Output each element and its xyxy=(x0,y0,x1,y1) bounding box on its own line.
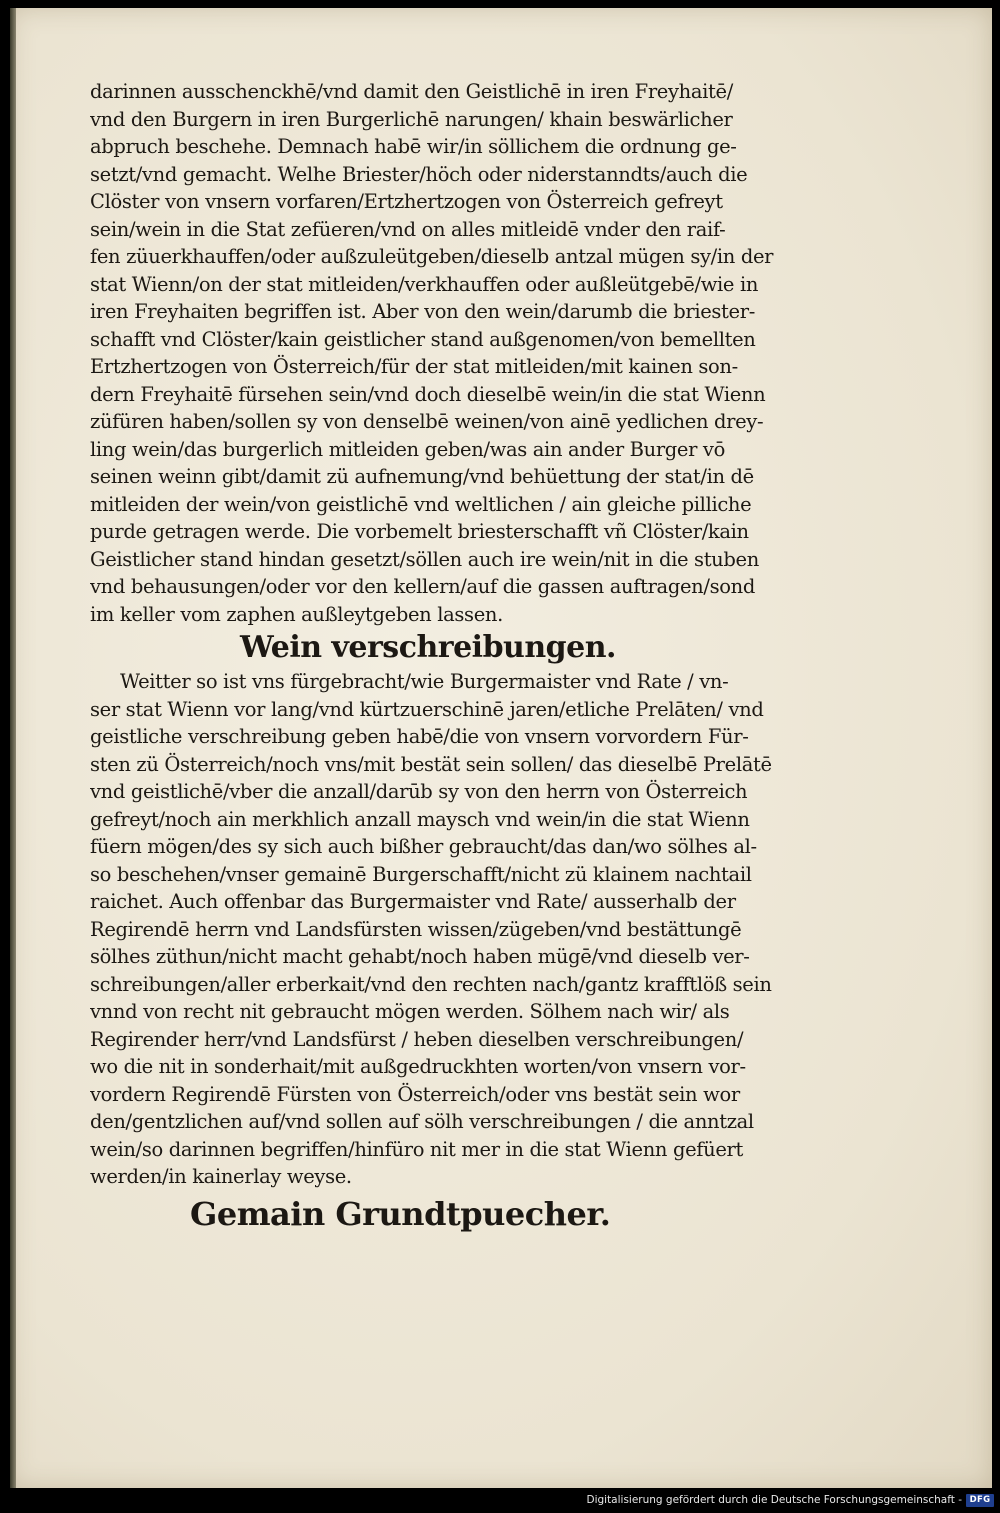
text-line: setzt/vnd gemacht. Welhe Briester/höch oder niderstanndts/auch die xyxy=(90,162,748,186)
text-block xyxy=(90,78,810,1237)
text-line: geistliche verschreibung geben habē/die von vnsern vorvordern Für- xyxy=(90,725,749,748)
text-line: vnd geistlichē/vber die anzall/darūb sy von den herrn von Österreich xyxy=(90,780,748,803)
paragraph-wein-verschreibungen xyxy=(90,668,810,1191)
text-line: vnd den Burgern in iren Burgerlichē narungen/ khain beswärlicher xyxy=(90,107,733,131)
text-line: darinnen ausschenckhē/vnd damit den Geistlichē in iren Freyhaitē/ xyxy=(90,80,733,103)
page-binding-edge xyxy=(10,8,16,1488)
text-line: Ertzhertzogen von Österreich/für der stat mitleiden/mit kainen son- xyxy=(90,355,738,378)
text-line: werden/in kainerlay weyse. xyxy=(90,1165,352,1188)
text-line: purde getragen werde. Die vorbemelt briesterschafft vñ Clöster/kain xyxy=(90,520,749,543)
text-line: vnd behausungen/oder vor den kellern/auf die gassen auftragen/sond xyxy=(90,575,755,598)
text-line: füern mögen/des sy sich auch bißher gebraucht/das dan/wo sölhes al- xyxy=(90,835,757,858)
text-line: mitleiden der wein/von geistlichē vnd weltlichen / ain gleiche pilliche xyxy=(90,492,752,516)
dfg-logo: DFG xyxy=(966,1494,994,1507)
text-line: züfüren haben/sollen sy von denselbē weinen/von ainē yedlichen drey- xyxy=(90,410,764,433)
text-line: ling wein/das burgerlich mitleiden geben/was ain ander Burger vō xyxy=(90,437,725,461)
text-line: so beschehen/vnser gemainē Burgerschafft/nicht zü klainem nachtail xyxy=(90,862,752,886)
text-line: sölhes züthun/nicht macht gehabt/noch haben mügē/vnd dieselb ver- xyxy=(90,945,750,968)
text-line: vordern Regirendē Fürsten von Österreich/oder vns bestät sein wor xyxy=(90,1082,740,1106)
text-line: Regirender herr/vnd Landsfürst / heben dieselben verschreibungen/ xyxy=(90,1027,744,1051)
text-line: im keller vom zaphen außleytgeben lassen. xyxy=(90,602,503,626)
text-line: schreibungen/aller erberkait/vnd den rechten nach/gantz krafftlöß sein xyxy=(90,972,772,996)
book-page xyxy=(10,8,992,1488)
credit-text: Digitalisierung gefördert durch die Deutsche Forschungsgemeinschaft - xyxy=(586,1494,962,1506)
text-line: Weitter so ist vns fürgebracht/wie Burgermaister vnd Rate / vn- xyxy=(120,670,729,693)
text-line: ser stat Wienn vor lang/vnd kürtzuerschinē jaren/etliche Prelāten/ vnd xyxy=(90,697,764,721)
text-line: Clöster von vnsern vorfaren/Ertzhertzogen von Österreich gefreyt xyxy=(90,190,723,213)
text-line: schafft vnd Clöster/kain geistlicher stand außgenomen/von bemellten xyxy=(90,327,756,351)
paragraph-ordnung xyxy=(90,78,810,628)
text-line: wo die nit in sonderhait/mit außgedruckhten worten/von vnsern vor- xyxy=(90,1055,746,1078)
text-line: gefreyt/noch ain merkhlich anzall maysch vnd wein/in die stat Wienn xyxy=(90,807,750,831)
text-line: vnnd von recht nit gebraucht mögen werden. Sölhem nach wir/ als xyxy=(90,1000,730,1023)
text-line: den/gentzlichen auf/vnd sollen auf sölh verschreibungen / die anntzal xyxy=(90,1110,754,1133)
text-line: Geistlicher stand hindan gesetzt/söllen auch ire wein/nit in die stuben xyxy=(90,547,759,571)
text-line: iren Freyhaiten begriffen ist. Aber von den wein/darumb die briester- xyxy=(90,300,755,323)
text-line: seinen weinn gibt/damit zü aufnemung/vnd behüettung der stat/in dē xyxy=(90,465,754,488)
text-line: sten zü Österreich/noch vns/mit bestät sein sollen/ das dieselbē Prelātē xyxy=(90,752,772,776)
text-line: abpruch beschehe. Demnach habē wir/in söllichem die ordnung ge- xyxy=(90,135,737,158)
digitization-credit xyxy=(586,1491,994,1509)
text-line: dern Freyhaitē fürsehen sein/vnd doch dieselbē wein/in die stat Wienn xyxy=(90,382,766,406)
text-line: wein/so darinnen begriffen/hinfüro nit mer in die stat Wienn gefüert xyxy=(90,1137,744,1161)
text-line: raichet. Auch offenbar das Burgermaister vnd Rate/ ausserhalb der xyxy=(90,890,736,913)
text-line: stat Wienn/on der stat mitleiden/verkhauffen oder außleütgebē/wie in xyxy=(90,272,759,296)
text-line: fen züuerkhauffen/oder außzuleütgeben/dieselb antzal mügen sy/in der xyxy=(90,245,774,268)
text-line: sein/wein in die Stat zefüeren/vnd on alles mitleidē vnder den raif- xyxy=(90,217,726,241)
text-line: Regirendē herrn vnd Landsfürsten wissen/zügeben/vnd bestättungē xyxy=(90,917,742,941)
heading-gemain-grundtpuecher: Gemain Grundtpuecher. xyxy=(190,1194,611,1233)
heading-wein-verschreibungen: Wein verschreibungen. xyxy=(240,630,616,665)
